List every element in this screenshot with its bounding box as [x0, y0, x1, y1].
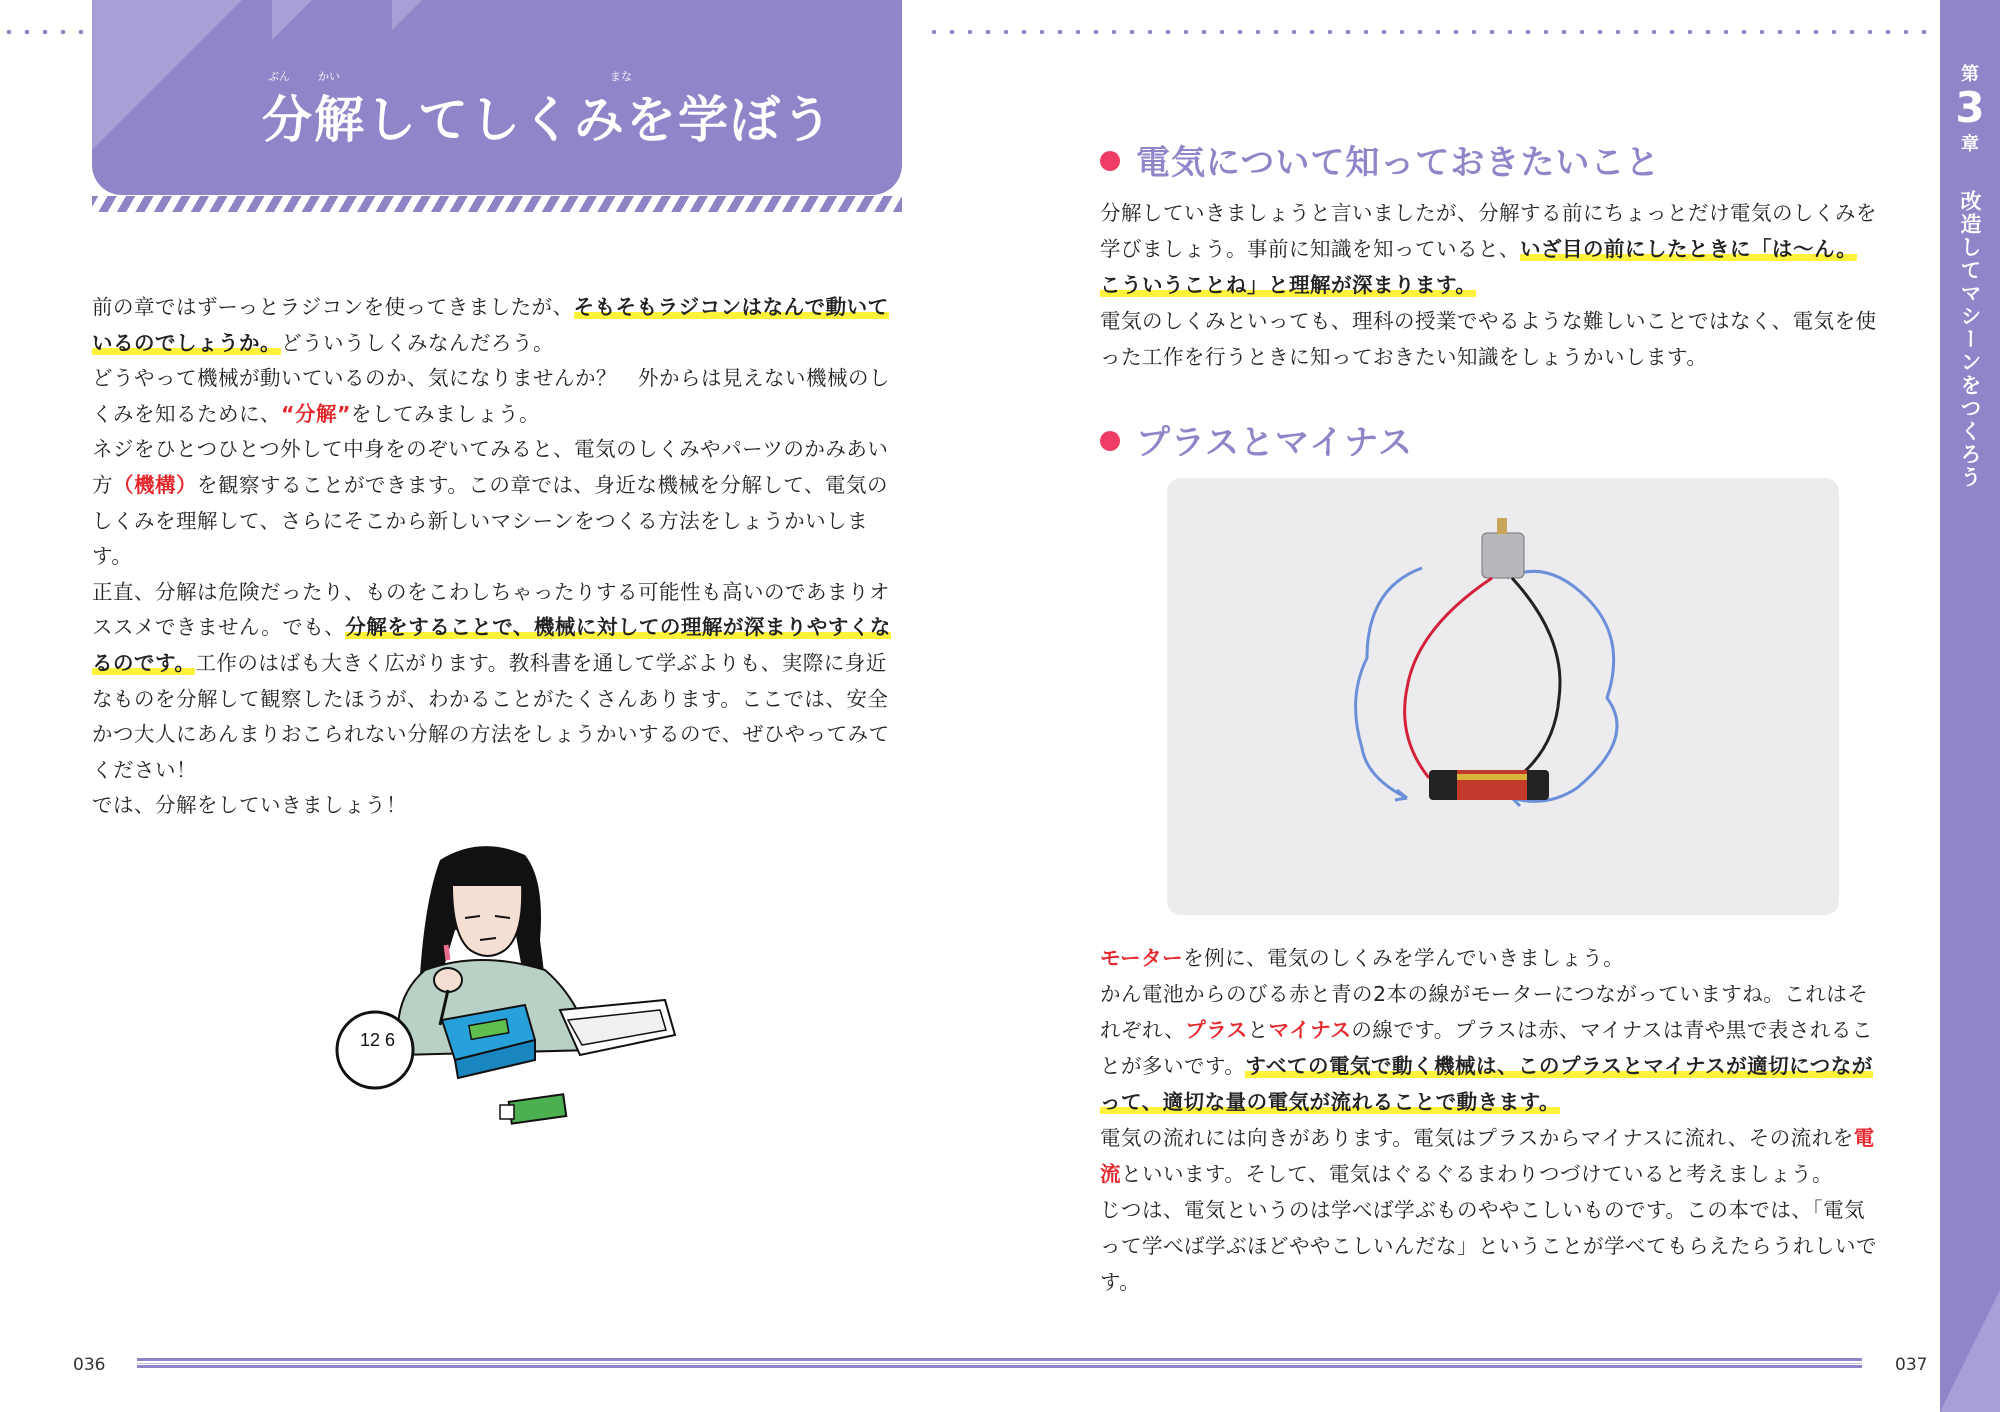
highlighted-text: すべての電気で動く機械は、このプラスとマイナスが適切につながって、適切な量の電気が流れることで動きます。: [1100, 1054, 1873, 1114]
paragraph: [92, 361, 902, 432]
body-text: 電気の流れには向きがあります。電気はプラスからマイナスに流れ、その流れを: [1100, 1126, 1854, 1150]
chapter-sidebar: [1940, 0, 2000, 1412]
emphasis-text: 電流: [1100, 1126, 1875, 1186]
section-heading-plus-minus: プラスとマイナス: [1100, 415, 1413, 464]
bullet-icon: [1100, 151, 1120, 171]
title-ruby-mana: まな: [610, 70, 632, 83]
paragraph: [92, 788, 902, 824]
title-ruby-kai: かい: [318, 70, 340, 83]
emphasis-text: マイナス: [1268, 1018, 1352, 1042]
clock-label: 12 6: [360, 1030, 396, 1050]
title-banner-stripes: [92, 196, 902, 212]
body-text: の線です。プラスは赤、マイナスは青や黒で表されることが多いです。: [1100, 1018, 1873, 1078]
chapter-label: 第 3 章: [1955, 64, 1985, 155]
section-electricity-text: [1100, 195, 1878, 375]
motor-icon: [1482, 533, 1524, 578]
page-number-right: 037: [1895, 1355, 1928, 1375]
title-ruby-bun: ぶん: [268, 70, 290, 83]
paragraph: [1100, 976, 1878, 1120]
body-text: 工作のはばも大きく広がります。教科書を通して学ぶよりも、実際に身近なものを分解して観察したほうが、わかることがたくさんあります。ここでは、安全かつ大人にあんまりおこられない分解の方法をしょうかいするので、ぜひやってみてください！: [92, 650, 890, 782]
motor-circuit-photo: [1167, 478, 1839, 915]
emphasis-text: モーター: [1100, 946, 1184, 970]
section-heading-electricity: 電気について知っておきたいこと: [1100, 135, 1660, 184]
body-text: じつは、電気というのは学べば学ぶものややこしいものです。この本では、「電気って学べば学ぶほどややこしいんだな」ということが学べてもらえたらうれしいです。: [1100, 1198, 1877, 1294]
paragraph: [1100, 195, 1878, 303]
body-text: 正直、分解は危険だったり、ものをこわしちゃったりする可能性も高いのであまりオススメできません。でも、: [92, 579, 890, 640]
sidebar-corner-decoration: [1940, 1290, 2000, 1412]
body-text: 電気のしくみといっても、理科の授業でやるような難しいことではなく、電気を使った工作を行うときに知っておきたい知識をしょうかいします。: [1100, 309, 1877, 369]
top-dotted-line-right: [925, 30, 1935, 34]
bullet-icon: [1100, 431, 1120, 451]
body-text: 分解していきましょうと言いましたが、分解する前にちょっとだけ電気のしくみを学びましょう。事前に知識を知っていると、: [1100, 201, 1877, 261]
highlighted-text: 分解をすることで、機械に対しての理解が深まりやすくなるのです。: [92, 615, 891, 675]
current-arrow-right: [1507, 571, 1617, 801]
page-title: 分解してしくみを学ぼう: [262, 91, 834, 149]
footer-rule: [137, 1358, 1862, 1368]
section-plus-minus-text: [1100, 940, 1878, 1300]
black-wire: [1512, 578, 1560, 778]
paragraph: [1100, 303, 1878, 375]
current-arrow-left: [1356, 568, 1422, 798]
body-text: ネジをひとつひとつ外して中身をのぞいてみると、電気のしくみやパーツのかみあい方: [92, 437, 889, 497]
paragraph: [92, 432, 902, 574]
emphasis-text: プラス: [1185, 1018, 1248, 1042]
body-text: を例に、電気のしくみを学んでいきましょう。: [1183, 946, 1625, 970]
red-wire: [1405, 578, 1492, 778]
emphasis-text: （機構）: [113, 472, 197, 497]
emphasis-text: “分解”: [281, 401, 351, 426]
body-text: 前の章ではずーっとラジコンを使ってきましたが、: [92, 295, 574, 319]
chapter-title: 改造してマシーンをつくろう: [1958, 190, 1982, 489]
highlighted-text: いざ目の前にしたときに「は～ん。こういうことね」と理解が深まります。: [1100, 237, 1858, 297]
paragraph: [1100, 940, 1878, 976]
paragraph: [92, 575, 902, 789]
body-text: と: [1247, 1018, 1269, 1042]
paragraph: [1100, 1120, 1878, 1192]
girl-disassembling-illustration: [330, 840, 710, 1140]
body-text: どうやって機械が動いているのか、気になりませんか？ 外からは見えない機械のしくみを知るために、: [92, 366, 890, 426]
paragraph: [92, 290, 902, 361]
highlighted-text: そもそもラジコンはなんで動いているのでしょうか。: [92, 295, 889, 355]
body-text: どういうしくみなんだろう。: [281, 330, 554, 355]
body-text: といいます。そして、電気はぐるぐるまわりつづけていると考えましょう。: [1121, 1162, 1833, 1186]
page-number-left: 036: [73, 1355, 106, 1375]
body-text: では、分解をしていきましょう！: [92, 793, 407, 818]
clock-shape: [337, 1012, 413, 1088]
body-text: かん電池からのびる赤と青の2本の線がモーターにつながっていますね。これはそれぞれ、: [1100, 982, 1869, 1042]
paragraph: [1100, 1192, 1878, 1300]
body-text: をしてみましょう。: [350, 401, 540, 426]
left-body-text: [92, 290, 902, 824]
body-text: を観察することができます。この章では、身近な機械を分解して、電気のしくみを理解して、さらにそこから新しいマシーンをつくる方法をしょうかいします。: [92, 472, 888, 569]
top-dotted-line-left: [0, 30, 90, 34]
